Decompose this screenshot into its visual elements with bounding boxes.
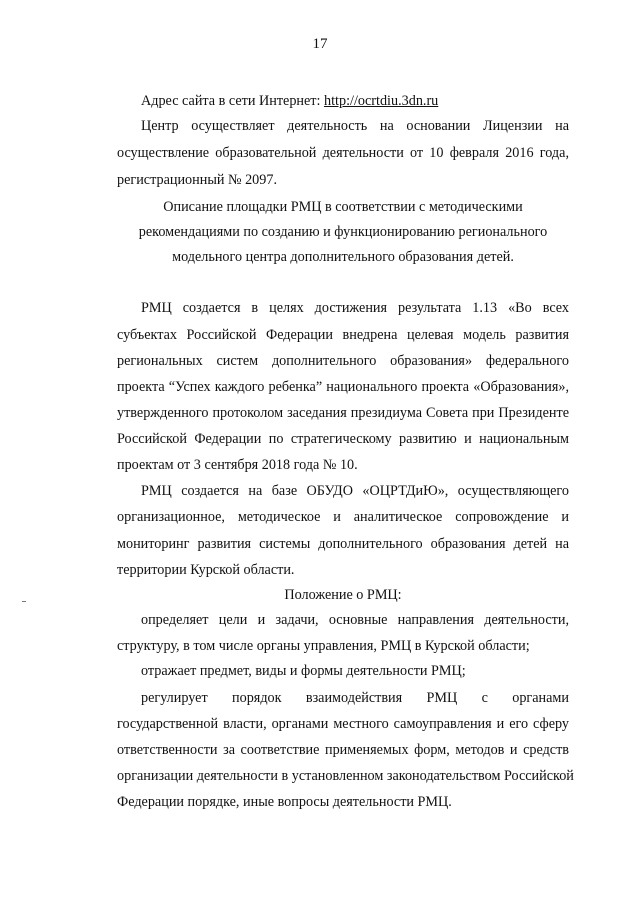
paragraph-1-line: Российской Федерации по стратегическому развитию и национальным (117, 431, 569, 447)
item-3-line: государственной власти, органами местного самоуправления и его сферу (117, 716, 569, 732)
paragraph-2-line: мониторинг развития системы дополнительного образования детей на (117, 536, 569, 552)
paragraph-1-line: субъектах Российской Федерации внедрена целевая модель развития (117, 327, 569, 343)
paragraph-1-line: проекта “Успех каждого ребенка” национального проекта «Образования», (117, 379, 569, 395)
license-line: осуществление образовательной деятельности от 10 февраля 2016 года, (117, 145, 569, 161)
website-label: Адрес сайта в сети Интернет: (141, 93, 324, 109)
license-line: регистрационный № 2097. (117, 172, 278, 188)
paragraph-1-line: утвержденного протоколом заседания президиума Совета при Президенте (117, 405, 569, 421)
item-3-line: организации деятельности в установленном законодательством Российской (117, 768, 574, 784)
paragraph-2-line: РМЦ создается на базе ОБУДО «ОЦРТДиЮ», осуществляющего (141, 483, 569, 499)
item-2-line: отражает предмет, виды и формы деятельности РМЦ; (141, 663, 466, 679)
paragraph-2-line: организационное, методическое и аналитическое сопровождение и (117, 509, 569, 525)
section-heading-line: Описание площадки РМЦ в соответствии с методическими (163, 199, 523, 215)
paragraph-1-line: РМЦ создается в целях достижения результата 1.13 «Во всех (141, 300, 569, 316)
page-number: 17 (312, 36, 328, 52)
regulation-heading: Положение о РМЦ: (284, 587, 402, 603)
item-3-line: Федерации порядке, иные вопросы деятельности РМЦ. (117, 794, 452, 810)
paragraph-1-line: проектам от 3 сентября 2018 года № 10. (117, 457, 358, 473)
website-line (141, 92, 438, 110)
section-heading-line: модельного центра дополнительного образования детей. (172, 249, 514, 265)
margin-mark (22, 601, 26, 602)
section-heading-line: рекомендациями по созданию и функционированию регионального (138, 224, 548, 240)
website-link[interactable]: http://ocrtdiu.3dn.ru (324, 93, 439, 109)
item-1-line: структуру, в том числе органы управления, РМЦ в Курской области; (117, 638, 530, 654)
item-1-line: определяет цели и задачи, основные направления деятельности, (141, 612, 569, 628)
item-3-line: регулирует порядок взаимодействия РМЦ с органами (141, 690, 569, 706)
license-line: Центр осуществляет деятельность на основании Лицензии на (141, 118, 569, 134)
item-3-line: ответственности за соответствие применяемых форм, методов и средств (117, 742, 569, 758)
paragraph-1-line: региональных систем дополнительного образования» федерального (117, 353, 569, 369)
paragraph-2-line: территории Курской области. (117, 562, 295, 578)
